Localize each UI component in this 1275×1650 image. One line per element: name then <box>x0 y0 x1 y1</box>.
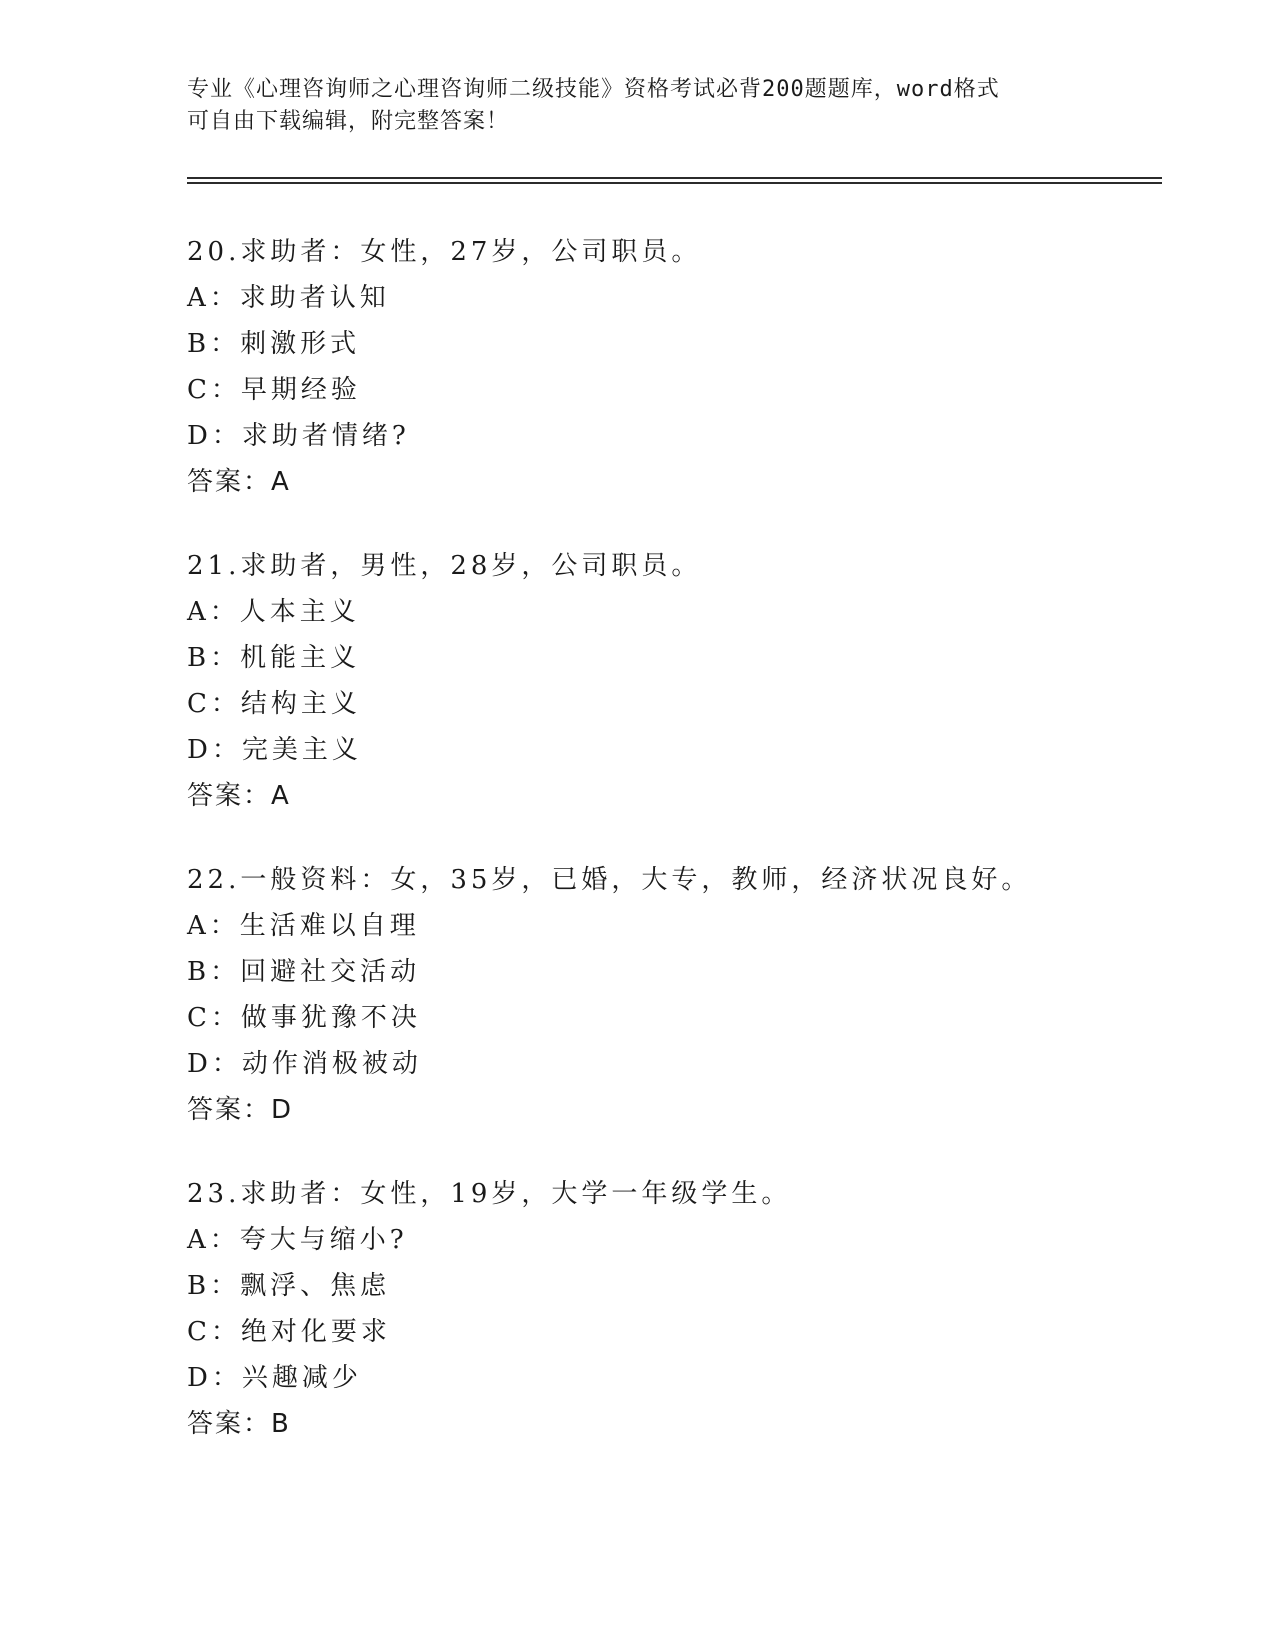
option-d: D：完美主义 <box>187 735 362 765</box>
option-b: B：刺激形式 <box>187 329 361 359</box>
option-c: C：做事犹豫不决 <box>187 1003 421 1033</box>
question-stem: 21.求助者，男性，28岁，公司职员。 <box>187 551 702 581</box>
option-c: C：绝对化要求 <box>187 1317 391 1347</box>
header-line-1: 专业《心理咨询师之心理咨询师二级技能》资格考试必背200题题库，word格式 <box>187 77 1000 102</box>
option-b: B：机能主义 <box>187 643 361 673</box>
question-21 <box>187 543 1167 819</box>
option-a: A：求助者认知 <box>187 283 390 313</box>
option-b: B：飘浮、焦虑 <box>187 1271 391 1301</box>
document-header <box>187 74 1087 138</box>
option-d: D：动作消极被动 <box>187 1049 422 1079</box>
question-stem: 23.求助者：女性，19岁，大学一年级学生。 <box>187 1179 792 1209</box>
option-a: A：人本主义 <box>187 597 360 627</box>
answer-line: 答案：D <box>187 1095 294 1125</box>
answer-line: 答案：A <box>187 467 291 497</box>
question-stem: 20.求助者：女性，27岁，公司职员。 <box>187 237 702 267</box>
question-20 <box>187 229 1167 505</box>
option-d: D：兴趣减少 <box>187 1363 362 1393</box>
option-c: C：早期经验 <box>187 375 361 405</box>
header-line-2: 可自由下载编辑，附完整答案！ <box>187 109 510 134</box>
answer-line: 答案：A <box>187 781 291 811</box>
option-b: B：回避社交活动 <box>187 957 421 987</box>
question-22 <box>187 857 1167 1133</box>
option-a: A：夸大与缩小? <box>187 1225 408 1255</box>
header-divider-top <box>187 177 1162 179</box>
answer-line: 答案：B <box>187 1409 291 1439</box>
option-d: D：求助者情绪? <box>187 421 410 451</box>
option-c: C：结构主义 <box>187 689 361 719</box>
option-a: A：生活难以自理 <box>187 911 420 941</box>
question-23 <box>187 1171 1167 1447</box>
question-stem: 22.一般资料：女，35岁，已婚，大专，教师，经济状况良好。 <box>187 865 1032 895</box>
header-divider-bottom <box>187 182 1162 184</box>
